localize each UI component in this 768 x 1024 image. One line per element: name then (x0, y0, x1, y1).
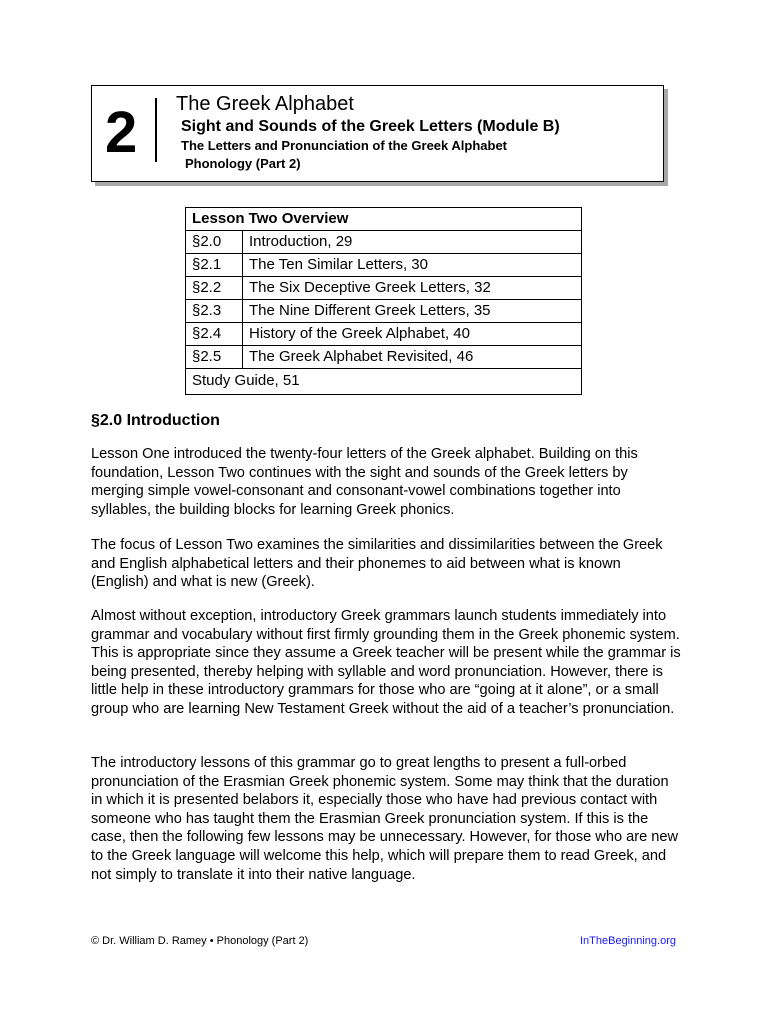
chapter-subtitle: Sight and Sounds of the Greek Letters (Module B) (181, 118, 560, 135)
chapter-number: 2 (105, 100, 138, 165)
paragraph: Almost without exception, introductory Greek grammars launch students immediately into grammar and vocabulary without first firmly grounding them in the Greek phonemic system. This is appropriate since they assume a Greek teacher will be present while the grammar is being presented, thereby helping with syllable and word pronunciation. However, there is little help in these introductory grammars for those who are “going at it alone”, or a small group who are learning New Testament Greek without the aid of a teacher’s pronunciation. (91, 608, 681, 717)
footer-website-link[interactable]: InTheBeginning.org (579, 935, 676, 947)
section-title: The Nine Different Greek Letters, 35 (243, 300, 582, 323)
paragraph: The introductory lessons of this grammar go to great lengths to present a full-orbed pronunciation of the Erasmian Greek phonemic system. Some may think that the duration in which it is presented belabors it, especially those who have had previous contact with someone who has taught them the Erasmian Greek pronunciation system. If this is the case, then the following few lessons may be unnecessary. However, for those who are new to the Greek language will welcome this help, which will prepare them to read Greek, and not simply to translate it into their native language. (91, 755, 679, 883)
section-number: §2.1 (186, 254, 243, 277)
section-heading: §2.0 Introduction (91, 412, 220, 429)
table-row (186, 369, 582, 395)
chapter-description: The Letters and Pronunciation of the Greek Alphabet (181, 138, 508, 153)
paragraph: Lesson One introduced the twenty-four letters of the Greek alphabet. Building on this foundation, Lesson Two continues with the sight and sounds of the Greek letters by merging simple vowel-consonant and consonant-vowel combinations together into syllables, the building blocks for learning Greek phonics. (91, 446, 638, 518)
paragraph: The focus of Lesson Two examines the similarities and dissimilarities between the Greek and English alphabetical letters and their phonemes to aid between what is known (English) and what is new (Greek). (91, 537, 663, 591)
section-number: §2.2 (186, 277, 243, 300)
section-number: §2.0 (186, 231, 243, 254)
section-title: The Greek Alphabet Revisited, 46 (243, 346, 582, 369)
section-number: §2.3 (186, 300, 243, 323)
chapter-divider (155, 98, 157, 162)
section-title: The Six Deceptive Greek Letters, 32 (243, 277, 582, 300)
table-row (186, 231, 582, 254)
chapter-part: Phonology (Part 2) (185, 156, 301, 171)
chapter-header-box (91, 85, 664, 182)
chapter-title: The Greek Alphabet (176, 93, 354, 115)
footer-copyright: © Dr. William D. Ramey • Phonology (Part 2) (91, 935, 309, 947)
table-row (186, 346, 582, 369)
table-row (186, 300, 582, 323)
section-number: §2.4 (186, 323, 243, 346)
section-number: §2.5 (186, 346, 243, 369)
table-row (186, 277, 582, 300)
lesson-overview-table (185, 207, 582, 395)
table-row (186, 323, 582, 346)
section-title: History of the Greek Alphabet, 40 (243, 323, 582, 346)
overview-title: Lesson Two Overview (186, 208, 582, 231)
section-title: Introduction, 29 (243, 231, 582, 254)
study-guide: Study Guide, 51 (186, 369, 582, 395)
table-row (186, 254, 582, 277)
section-title: The Ten Similar Letters, 30 (243, 254, 582, 277)
